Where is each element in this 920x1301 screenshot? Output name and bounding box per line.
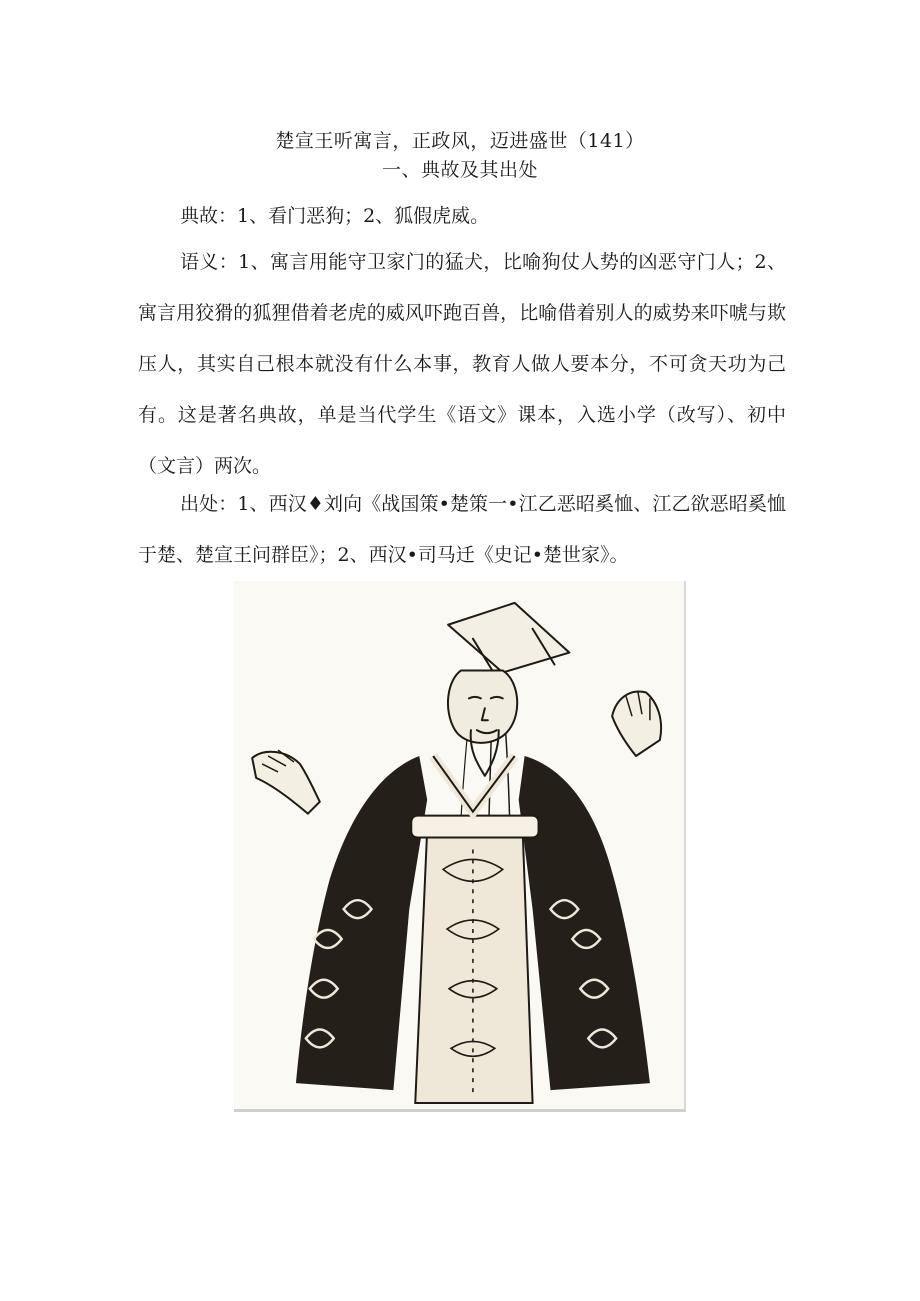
emperor-illustration [234, 581, 686, 1112]
paragraph-yuyi: 语义：1、寓言用能守卫家门的猛犬，比喻狗仗人势的凶恶守门人；2、寓言用狡猾的狐狸借着老虎的威风吓跑百兽，比喻借着别人的威势来吓唬与欺压人，其实自己根本就没有什么本事，教育人做人要本分，不可贪天功为己有。这是著名典故，单是当代学生《语文》课本，入选小学（改写）、初中（文言）两次。 [138, 251, 786, 477]
paragraph-diangu: 典故：1、看门恶狗；2、狐假虎威。 [180, 205, 490, 227]
document-title: 楚宣王听寓言，正政风，迈进盛世（141） [275, 130, 645, 152]
paragraph-chuchu: 出处：1、西汉♦刘向《战国策•楚策一•江乙恶昭奚恤、江乙欲恶昭奚恤于楚、楚宣王问群臣》；2、西汉•司马迁《史记•楚世家》。 [138, 493, 786, 566]
section-heading: 一、典故及其出处 [381, 159, 538, 181]
emperor-drawing [234, 581, 684, 1109]
